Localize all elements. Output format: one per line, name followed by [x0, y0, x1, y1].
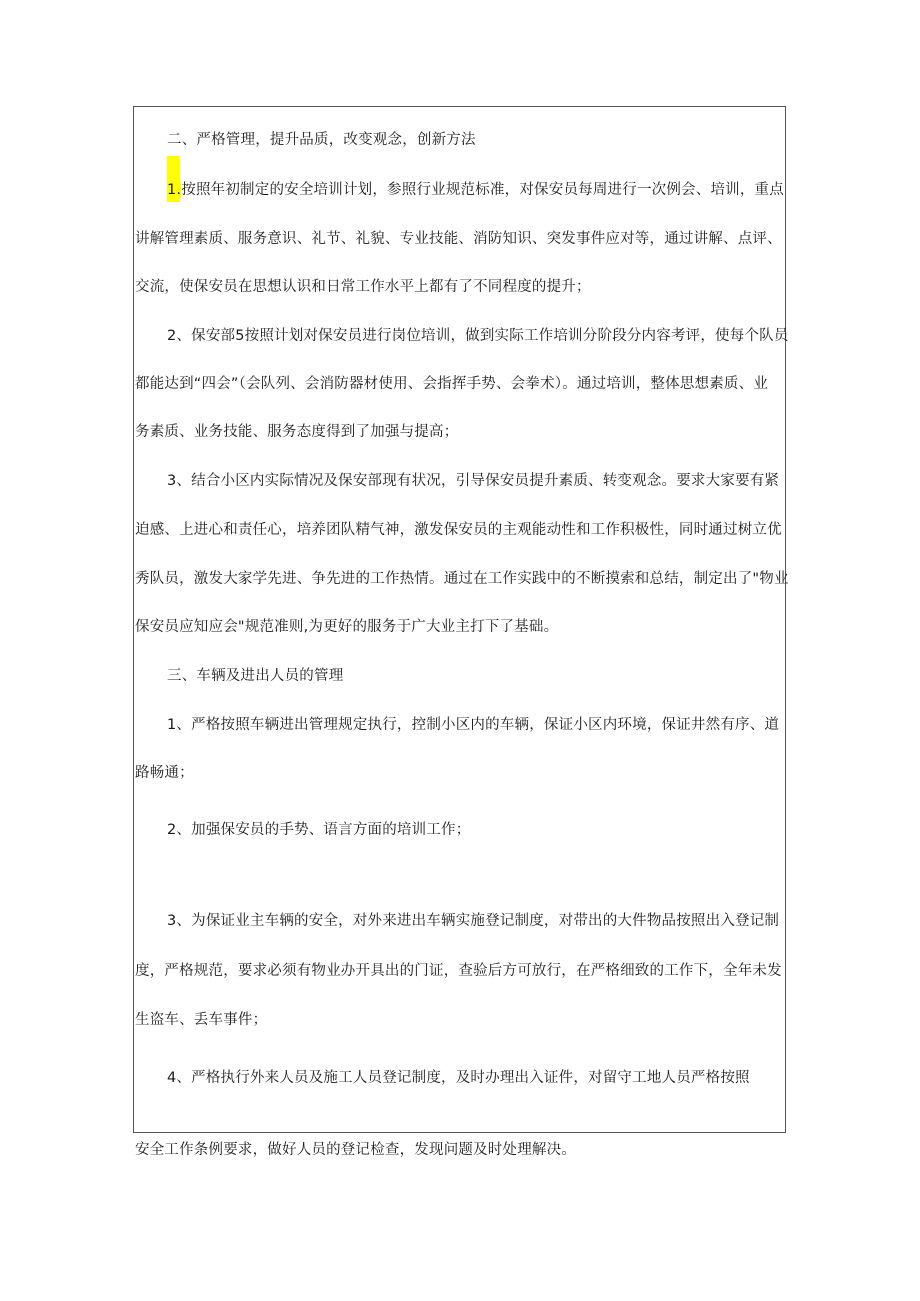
paragraph-line [167, 180, 784, 200]
highlighted-number: 1. [167, 182, 182, 198]
paragraph-line: 讲解管理素质、服务意识、礼节、礼貌、专业技能、消防知识、突发事件应对等，通过讲解、点评、 [135, 231, 782, 247]
paragraph-line: 2、保安部5按照计划对保安员进行岗位培训，做到实际工作培训分阶段分内容考评，使每个队员 [167, 328, 789, 344]
paragraph-line: 4、严格执行外来人员及施工人员登记制度，及时办理出入证件，对留守工地人员严格按照 [167, 1070, 750, 1086]
paragraph-line: 2、加强保安员的手势、语言方面的培训工作； [167, 822, 471, 838]
paragraph-line: 迫感、上进心和责任心，培养团队精气神，激发保安员的主观能动性和工作积极性，同时通过树立优 [135, 522, 782, 538]
paragraph-line: 度，严格规范，要求必须有物业办开具出的门证，查验后方可放行，在严格细致的工作下，全年未发 [135, 963, 782, 979]
paragraph-line: 务素质、业务技能、服务态度得到了加强与提高； [135, 424, 459, 440]
section-heading-3: 三、车辆及进出人员的管理 [167, 668, 344, 684]
paragraph-line: 生盗车、丢车事件； [135, 1012, 268, 1028]
paragraph-line: 保安员应知应会"规范准则,为更好的服务于广大业主打下了基础。 [135, 619, 559, 635]
paragraph-line: 都能达到“四会”（会队列、会消防器材使用、会指挥手势、会拳术）。通过培训，整体思想素质、业 [135, 376, 769, 392]
paragraph-line: 3、结合小区内实际情况及保安部现有状况，引导保安员提升素质、转变观念。要求大家要有紧 [167, 473, 780, 489]
paragraph-line: 交流，使保安员在思想认识和日常工作水平上都有了不同程度的提升； [135, 279, 591, 295]
paragraph-line: 3、为保证业主车辆的安全，对外来进出车辆实施登记制度，对带出的大件物品按照出入登记制 [167, 913, 780, 929]
paragraph-line: 路畅通； [135, 765, 194, 781]
paragraph-line: 1、严格按照车辆进出管理规定执行，控制小区内的车辆，保证小区内环境，保证井然有序、道 [167, 717, 780, 733]
paragraph-text: 按照年初制定的安全培训计划，参照行业规范标准，对保安员每周进行一次例会、培训，重点 [181, 182, 784, 198]
section-heading-2: 二、严格管理，提升品质，改变观念，创新方法 [167, 132, 476, 148]
paragraph-line-after-frame: 安全工作条例要求，做好人员的登记检查，发现问题及时处理解决。 [135, 1142, 576, 1158]
paragraph-line: 秀队员，激发大家学先进、争先进的工作热情。通过在工作实践中的不断摸索和总结，制定出了"物业 [135, 571, 789, 587]
